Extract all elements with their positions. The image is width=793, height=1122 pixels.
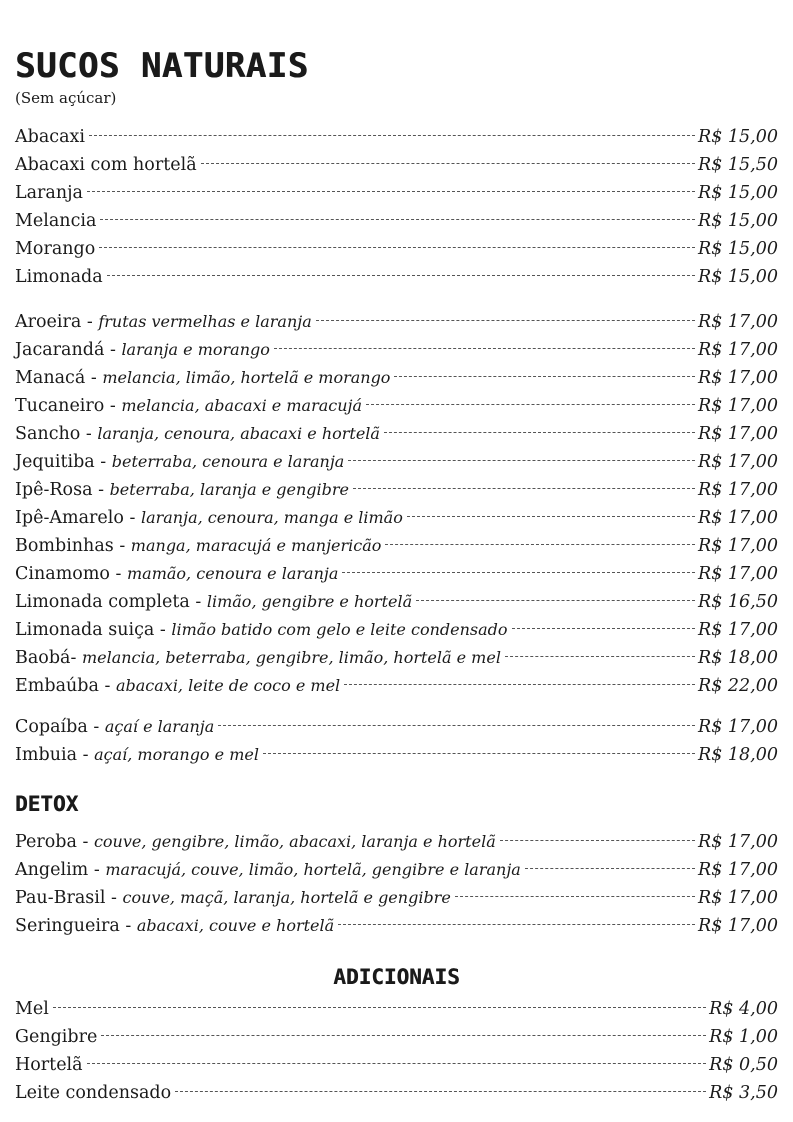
menu-item [15, 672, 778, 700]
item-name: Hortelã [15, 1055, 83, 1075]
item-description: melancia, limão, hortelã e morango [102, 368, 391, 387]
dotted-leader [416, 600, 695, 601]
item-name: Ipê-Amarelo [15, 508, 124, 528]
item-description: couve, maçã, laranja, hortelã e gengibre [122, 888, 451, 907]
item-separator: - [70, 648, 82, 668]
dotted-leader [512, 628, 695, 629]
item-description: mamão, cenoura e laranja [127, 564, 339, 583]
item-price: R$ 22,00 [698, 676, 778, 696]
sucos-acai-list [15, 713, 778, 769]
menu-item [15, 560, 778, 588]
item-price: R$ 17,00 [698, 536, 778, 556]
item-description: frutas vermelhas e laranja [98, 312, 312, 331]
item-name: Abacaxi [15, 127, 85, 147]
item-name: Limonada suiça [15, 620, 155, 640]
item-name: Peroba [15, 832, 77, 852]
dotted-leader [525, 868, 695, 869]
page-subtitle: (Sem açúcar) [15, 89, 117, 107]
item-name: Tucaneiro [15, 396, 105, 416]
item-name: Copaíba [15, 717, 88, 737]
item-price: R$ 17,00 [698, 508, 778, 528]
menu-item [15, 336, 778, 364]
item-price: R$ 15,00 [698, 211, 778, 231]
item-description: açaí, morango e mel [94, 745, 259, 764]
item-description: laranja, cenoura, abacaxi e hortelã [97, 424, 380, 443]
item-description: beterraba, laranja e gengibre [109, 480, 349, 499]
menu-item [15, 741, 778, 769]
item-name: Angelim [15, 860, 89, 880]
item-description: melancia, beterraba, gengibre, limão, hortelã e mel [81, 648, 501, 667]
menu-item [15, 856, 778, 884]
menu-item [15, 1023, 778, 1051]
detox-heading: DETOX [15, 792, 79, 816]
item-separator: - [92, 480, 110, 500]
menu-item [15, 263, 778, 291]
item-price: R$ 16,50 [698, 592, 778, 612]
item-name: Leite condensado [15, 1083, 172, 1103]
dotted-leader [348, 460, 695, 461]
item-name: Gengibre [15, 1027, 98, 1047]
item-description: abacaxi, leite de coco e mel [115, 676, 341, 695]
dotted-leader [455, 896, 695, 897]
item-description: limão batido com gelo e leite condensado [171, 620, 508, 639]
sucos-mistos-list [15, 308, 778, 700]
item-price: R$ 17,00 [698, 564, 778, 584]
menu-item [15, 1079, 778, 1107]
item-description: beterraba, cenoura e laranja [111, 452, 345, 471]
item-price: R$ 17,00 [698, 620, 778, 640]
item-separator: - [119, 916, 137, 936]
item-separator: - [76, 832, 94, 852]
dotted-leader [201, 163, 695, 164]
item-price: R$ 15,00 [698, 239, 778, 259]
item-separator: - [80, 424, 98, 444]
dotted-leader [87, 191, 695, 192]
sucos-simples-list [15, 123, 778, 291]
dotted-leader [316, 320, 695, 321]
menu-item [15, 448, 778, 476]
item-name: Cinamomo [15, 564, 110, 584]
item-separator: - [154, 620, 172, 640]
dotted-leader [344, 684, 695, 685]
menu-item [15, 207, 778, 235]
menu-item [15, 616, 778, 644]
item-name: Melancia [15, 211, 97, 231]
item-name: Jacarandá [15, 340, 105, 360]
dotted-leader [53, 1007, 706, 1008]
dotted-leader [263, 753, 695, 754]
dotted-leader [500, 840, 695, 841]
item-name: Seringueira [15, 916, 120, 936]
item-separator: - [81, 312, 99, 332]
item-name: Limonada [15, 267, 103, 287]
item-name: Aroeira [15, 312, 82, 332]
item-price: R$ 15,00 [698, 267, 778, 287]
menu-item [15, 532, 778, 560]
page-title: SUCOS NATURAIS [15, 46, 309, 86]
menu-item [15, 504, 778, 532]
item-name: Baobá [15, 648, 71, 668]
menu-item [15, 364, 778, 392]
item-name: Jequitiba [15, 452, 95, 472]
item-separator: - [109, 564, 127, 584]
item-price: R$ 15,00 [698, 183, 778, 203]
item-price: R$ 17,00 [698, 312, 778, 332]
menu-item [15, 392, 778, 420]
dotted-leader [218, 725, 695, 726]
menu-item [15, 588, 778, 616]
item-name: Laranja [15, 183, 83, 203]
menu-item [15, 884, 778, 912]
item-name: Limonada completa [15, 592, 190, 612]
menu-item [15, 308, 778, 336]
dotted-leader [175, 1091, 706, 1092]
menu-item [15, 420, 778, 448]
item-separator: - [104, 340, 122, 360]
item-description: laranja, cenoura, manga e limão [140, 508, 403, 527]
dotted-leader [100, 219, 695, 220]
item-price: R$ 15,00 [698, 127, 778, 147]
dotted-leader [87, 1063, 707, 1064]
item-name: Mel [15, 999, 49, 1019]
menu-item [15, 123, 778, 151]
dotted-leader [385, 544, 695, 545]
item-price: R$ 17,00 [698, 368, 778, 388]
item-name: Morango [15, 239, 96, 259]
adicionais-heading: ADICIONAIS [333, 965, 460, 989]
item-separator: - [105, 888, 123, 908]
menu-item [15, 235, 778, 263]
item-price: R$ 0,50 [709, 1055, 778, 1075]
dotted-leader [366, 404, 695, 405]
item-description: laranja e morango [121, 340, 270, 359]
item-price: R$ 17,00 [698, 424, 778, 444]
item-price: R$ 4,00 [709, 999, 778, 1019]
item-price: R$ 17,00 [698, 340, 778, 360]
adicionais-list [15, 995, 778, 1107]
item-description: abacaxi, couve e hortelã [136, 916, 335, 935]
dotted-leader [338, 924, 695, 925]
dotted-leader [107, 275, 695, 276]
dotted-leader [384, 432, 695, 433]
item-separator: - [94, 452, 112, 472]
menu-item [15, 476, 778, 504]
menu-item [15, 995, 778, 1023]
item-separator: - [77, 745, 95, 765]
dotted-leader [99, 247, 695, 248]
item-price: R$ 17,00 [698, 717, 778, 737]
dotted-leader [394, 376, 695, 377]
menu-item [15, 912, 778, 940]
menu-item [15, 713, 778, 741]
item-price: R$ 17,00 [698, 396, 778, 416]
item-price: R$ 17,00 [698, 480, 778, 500]
item-separator: - [87, 717, 105, 737]
dotted-leader [342, 572, 695, 573]
item-price: R$ 1,00 [709, 1027, 778, 1047]
item-name: Imbuia [15, 745, 78, 765]
item-name: Bombinhas [15, 536, 114, 556]
item-name: Sancho [15, 424, 81, 444]
item-separator: - [88, 860, 106, 880]
item-price: R$ 18,00 [698, 745, 778, 765]
item-separator: - [104, 396, 122, 416]
item-separator: - [113, 536, 131, 556]
item-price: R$ 3,50 [709, 1083, 778, 1103]
item-separator: - [85, 368, 103, 388]
item-price: R$ 17,00 [698, 916, 778, 936]
dotted-leader [274, 348, 695, 349]
item-name: Ipê-Rosa [15, 480, 93, 500]
item-name: Abacaxi com hortelã [15, 155, 197, 175]
dotted-leader [89, 135, 695, 136]
dotted-leader [101, 1035, 706, 1036]
item-name: Manacá [15, 368, 86, 388]
menu-item [15, 151, 778, 179]
item-description: manga, maracujá e manjericão [130, 536, 382, 555]
item-price: R$ 18,00 [698, 648, 778, 668]
item-name: Pau-Brasil [15, 888, 106, 908]
item-description: melancia, abacaxi e maracujá [121, 396, 363, 415]
item-price: R$ 17,00 [698, 860, 778, 880]
item-description: açaí e laranja [104, 717, 215, 736]
item-price: R$ 15,50 [698, 155, 778, 175]
dotted-leader [353, 488, 695, 489]
item-separator: - [189, 592, 207, 612]
menu-item [15, 179, 778, 207]
item-name: Embaúba [15, 676, 99, 696]
item-separator: - [123, 508, 141, 528]
menu-item [15, 644, 778, 672]
item-price: R$ 17,00 [698, 888, 778, 908]
dotted-leader [505, 656, 695, 657]
item-price: R$ 17,00 [698, 832, 778, 852]
item-separator: - [98, 676, 116, 696]
item-price: R$ 17,00 [698, 452, 778, 472]
detox-list [15, 828, 778, 940]
menu-item [15, 828, 778, 856]
item-description: couve, gengibre, limão, abacaxi, laranja e hortelã [93, 832, 496, 851]
item-description: limão, gengibre e hortelã [206, 592, 413, 611]
menu-item [15, 1051, 778, 1079]
item-description: maracujá, couve, limão, hortelã, gengibre e laranja [105, 860, 521, 879]
dotted-leader [407, 516, 695, 517]
